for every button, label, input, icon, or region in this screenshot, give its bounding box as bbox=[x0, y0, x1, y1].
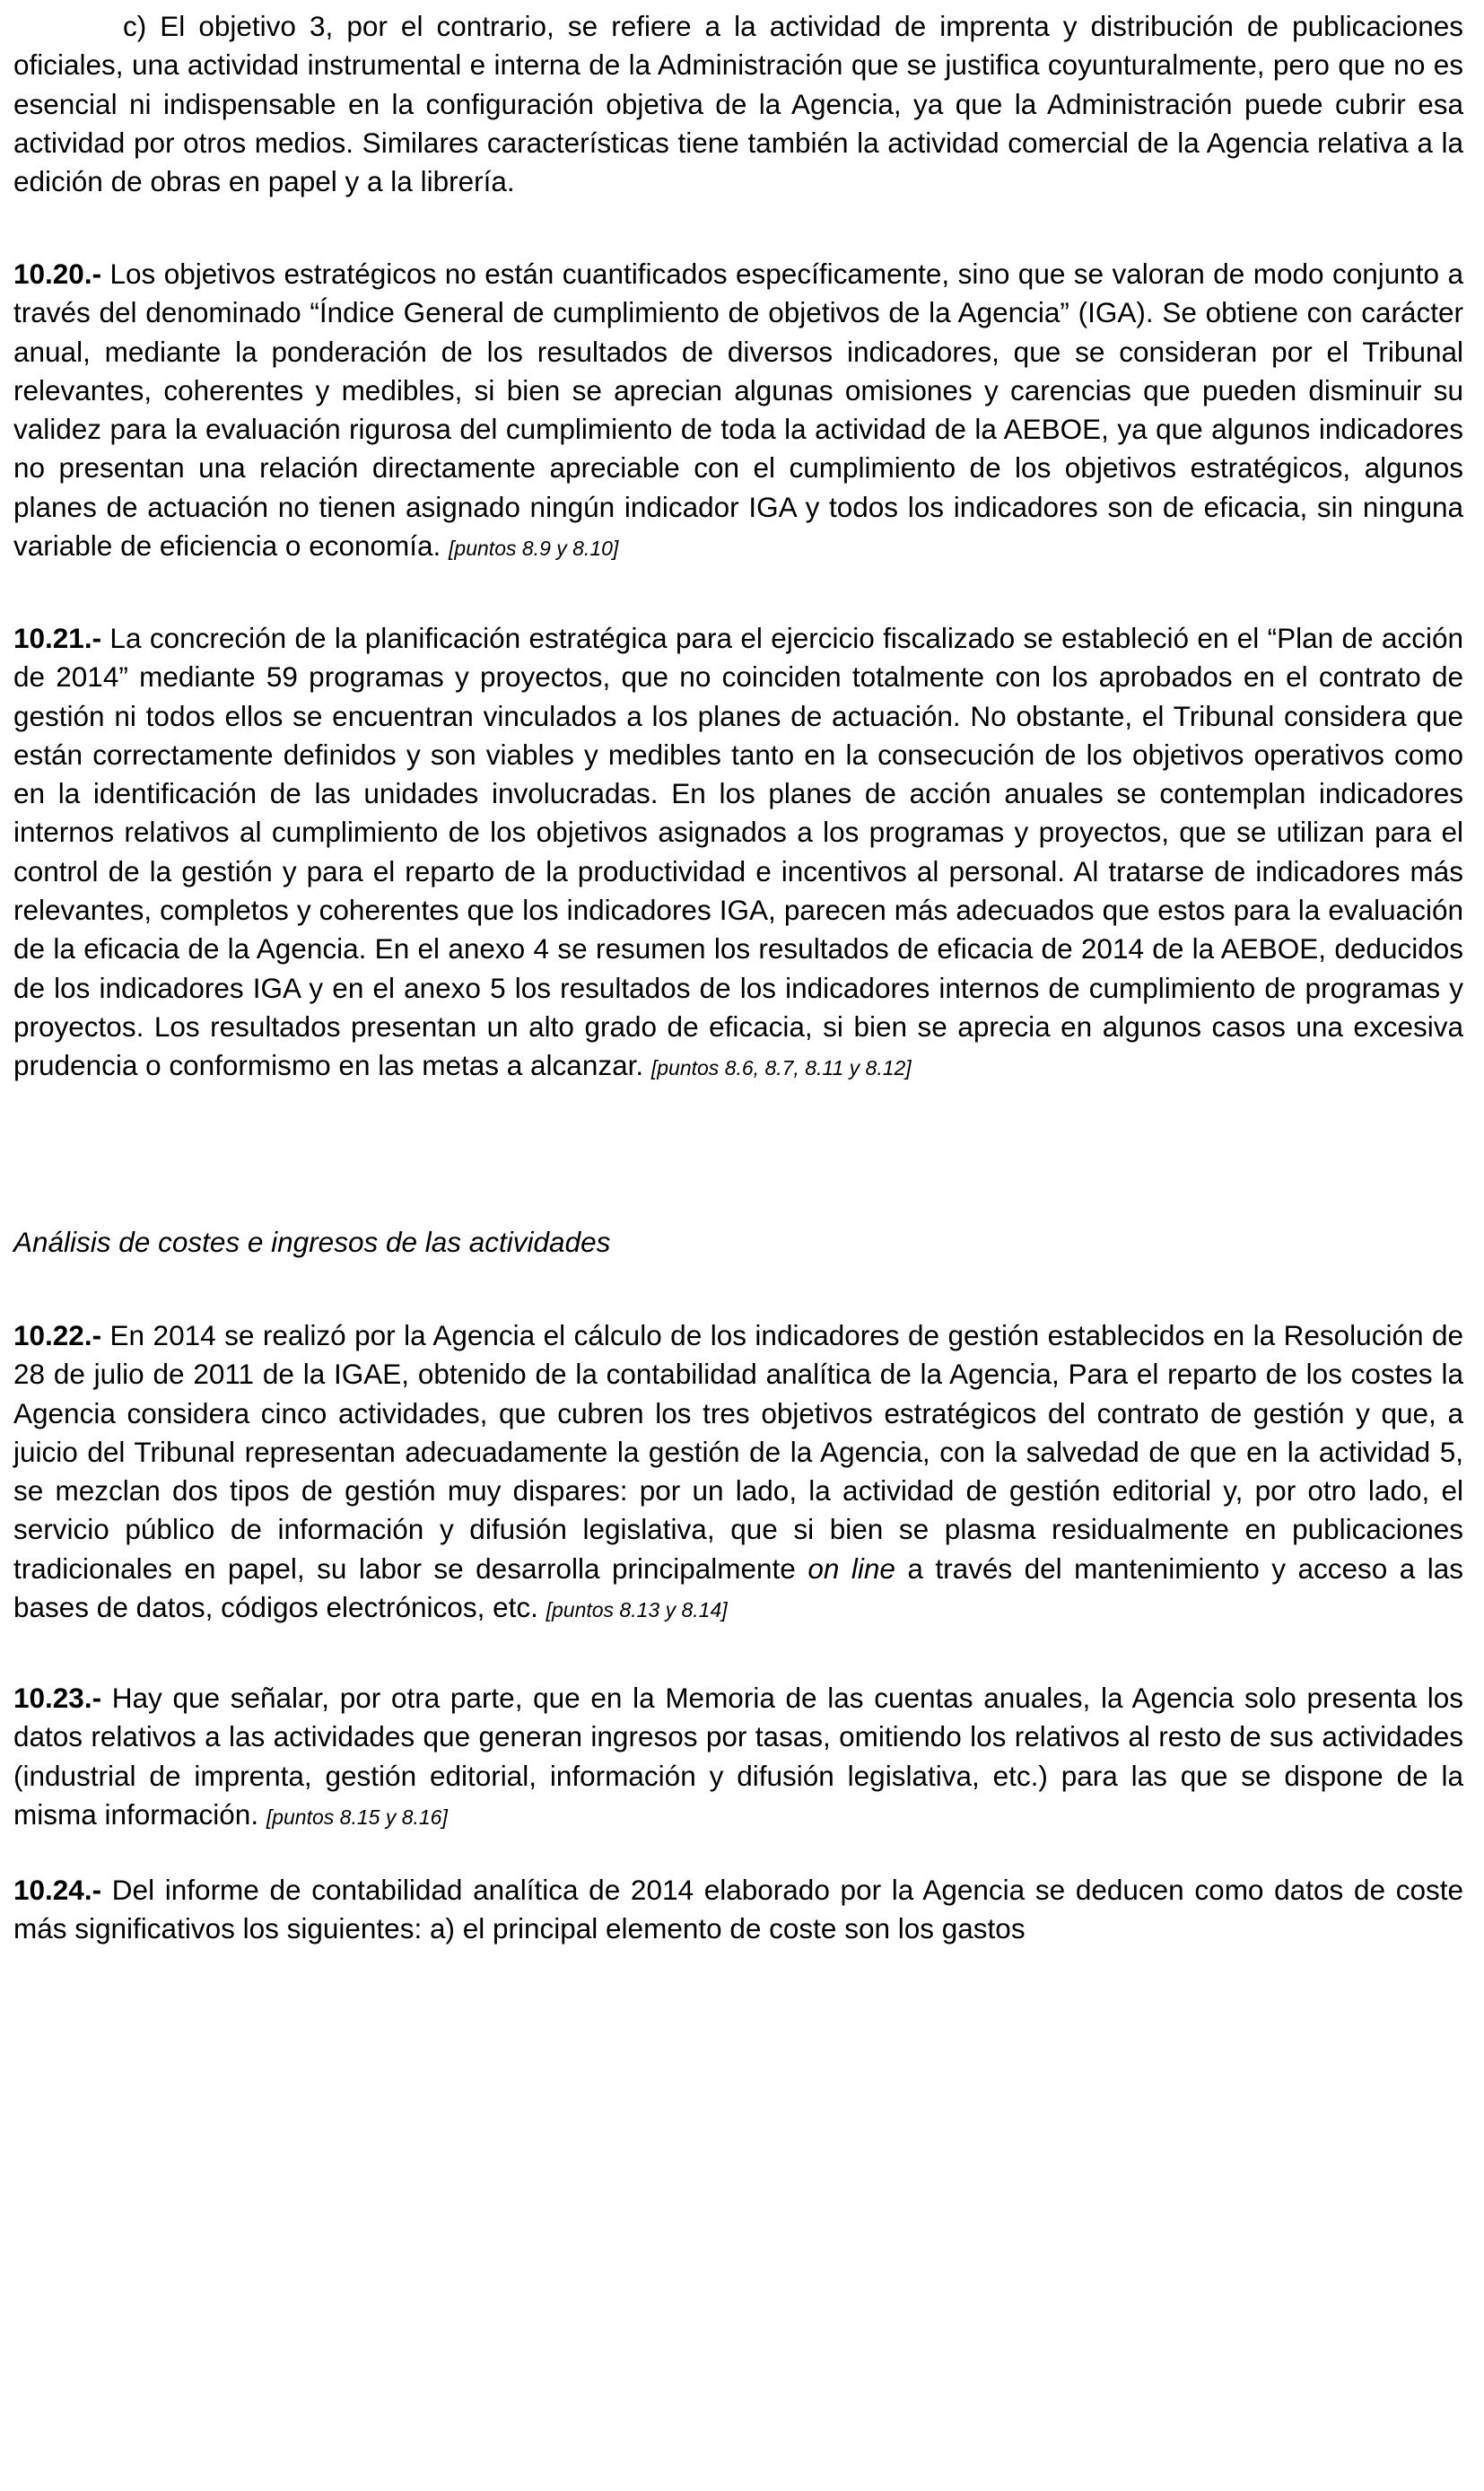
paragraph-text: La concreción de la planificación estratégica para el ejercicio fiscalizado se estableció en el “Plan de acción de 2014” mediante 59 programas y proyectos, que no coinciden totalmente con los aprobados en el contrato de gestión ni todos ellos se encuentran vinculados a los planes de actuación. No obstante, el Tribunal considera que están correctamente definidos y son viables y medibles tanto en la consecución de los objetivos operativos como en la identificación de las unidades involucradas. En los planes de acción anuales se contemplan indicadores internos relativos al cumplimiento de los objetivos asignados a los programas y proyectos, que se utilizan para el control de la gestión y para el reparto de la productividad e incentivos al personal. Al tratarse de indicadores más relevantes, completos y coherentes que los indicadores IGA, parecen más adecuados que estos para la evaluación de la eficacia de la Agencia. En el anexo 4 se resumen los resultados de eficacia de 2014 de la AEBOE, deducidos de los indicadores IGA y en el anexo 5 los resultados de los indicadores internos de cumplimiento de programas y proyectos. Los resultados presentan un alto grado de eficacia, si bien se aprecia en algunos casos una excesiva prudencia o conformismo en las metas a alcanzar. bbox=[13, 622, 1463, 1082]
paragraph-10-24 bbox=[13, 1871, 1463, 1949]
cross-reference: [puntos 8.13 y 8.14] bbox=[546, 1598, 728, 1622]
paragraph-number: 10.23.- bbox=[13, 1682, 102, 1714]
section-heading: Análisis de costes e ingresos de las actividades bbox=[13, 1226, 611, 1258]
paragraph-text: Hay que señalar, por otra parte, que en la Memoria de las cuentas anuales, la Agencia solo presenta los datos relativos a las actividades que generan ingresos por tasas, omitiendo los relativos al resto de sus actividades (industrial de imprenta, gestión editorial, información y difusión legislativa, etc.) para las que se dispone de la misma información. bbox=[13, 1682, 1463, 1831]
emphasis-text: on line bbox=[807, 1551, 895, 1585]
cross-reference: [puntos 8.15 y 8.16] bbox=[266, 1805, 448, 1829]
paragraph-number: 10.22.- bbox=[13, 1319, 102, 1351]
cross-reference: [puntos 8.9 y 8.10] bbox=[449, 537, 619, 561]
paragraph-10-20 bbox=[13, 255, 1463, 568]
cross-reference: [puntos 8.6, 8.7, 8.11 y 8.12] bbox=[650, 1056, 912, 1080]
paragraph-objective-3: c) El objetivo 3, por el contrario, se refiere a la actividad de imprenta y distribución de publicaciones oficiales, una actividad instrumental e interna de la Administración que se justifica coyunturalmente, pero que no es esencial ni indispensable en la configuración objetiva de la Agencia, ya que la Administración puede cubrir esa actividad por otros medios. Similares características tiene también la actividad comercial de la Agencia relativa a la edición de obras en papel y a la librería. bbox=[13, 10, 1463, 198]
paragraph-text: Los objetivos estratégicos no están cuantificados específicamente, sino que se valoran de modo conjunto a través del denominado “Índice General de cumplimiento de objetivos de la Agencia” (IGA). Se obtiene con carácter anual, mediante la ponderación de los resultados de diversos indicadores, que se consideran por el Tribunal relevantes, coherentes y medibles, si bien se aprecian algunas omisiones y carencias que pueden disminuir su validez para la evaluación rigurosa del cumplimiento de toda la actividad de la AEBOE, ya que algunos indicadores no presentan una relación directamente apreciable con el cumplimiento de los objetivos estratégicos, algunos planes de actuación no tienen asignado ningún indicador IGA y todos los indicadores son de eficacia, sin ninguna variable de eficiencia o economía. bbox=[13, 258, 1463, 563]
paragraph-10-23 bbox=[13, 1679, 1463, 1837]
paragraph-10-21 bbox=[13, 619, 1463, 1088]
paragraph-number: 10.21.- bbox=[13, 622, 102, 654]
paragraph-10-22 bbox=[13, 1316, 1463, 1630]
paragraph-number: 10.20.- bbox=[13, 258, 102, 290]
paragraph-text: Del informe de contabilidad analítica de 2014 elaborado por la Agencia se deducen como datos de coste más significativos los siguientes: a) el principal elemento de coste son los gastos bbox=[13, 1874, 1463, 1945]
paragraph-text: En 2014 se realizó por la Agencia el cálculo de los indicadores de gestión establecidos en la Resolución de 28 de julio de 2011 de la IGAE, obtenido de la contabilidad analítica de la Agencia, Para el reparto de los costes la Agencia considera cinco actividades, que cubren los tres objetivos estratégicos del contrato de gestión y que, a juicio del Tribunal representan adecuadamente la gestión de la Agencia, con la salvedad de que en la actividad 5, se mezclan dos tipos de gestión muy dispares: por un lado, la actividad de gestión editorial y, por otro lado, el servicio público de información y difusión legislativa, que si bien se plasma residualmente en publicaciones tradicionales en papel, su labor se desarrolla principalmente bbox=[13, 1319, 1463, 1585]
paragraph-number: 10.24.- bbox=[13, 1874, 102, 1906]
paragraph-text: a través del mantenimiento y acceso a las bases de datos, códigos electrónicos, etc. bbox=[13, 1551, 1463, 1624]
